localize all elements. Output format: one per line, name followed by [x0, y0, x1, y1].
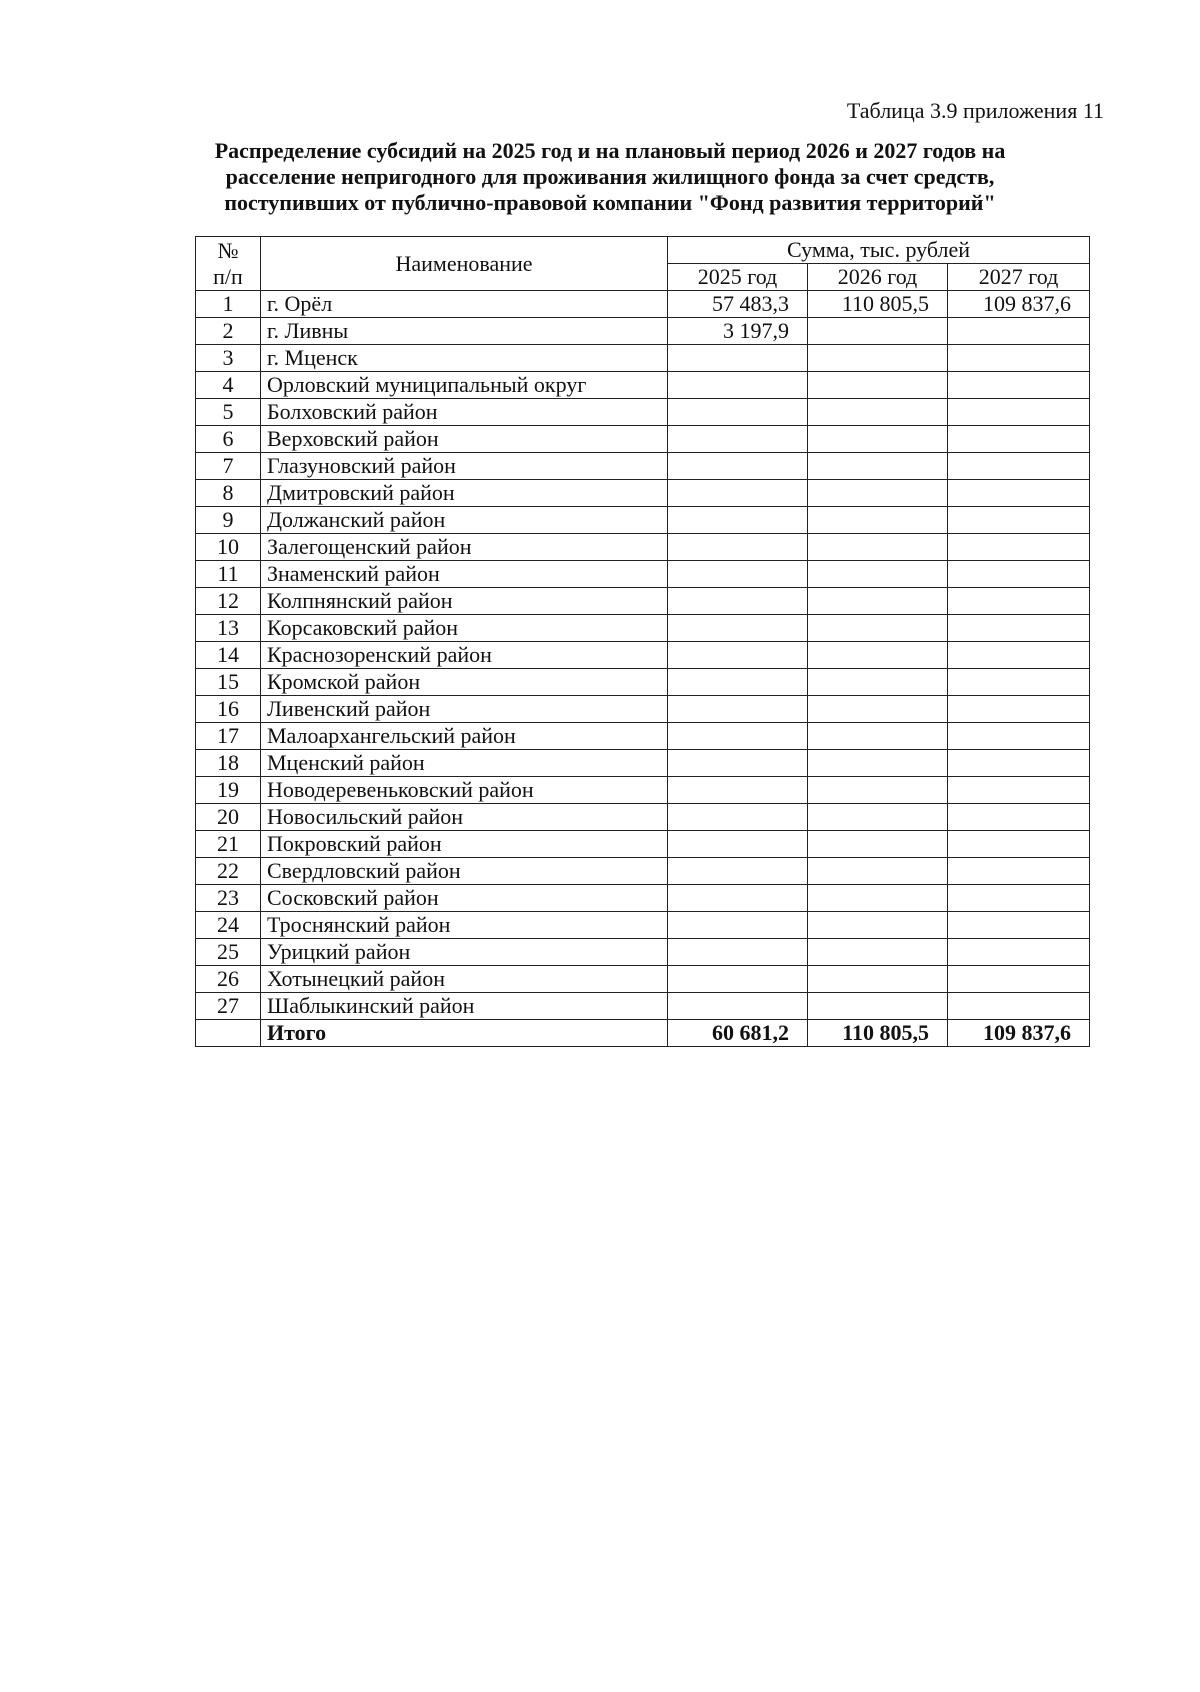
row-value-2026 [808, 399, 948, 426]
row-name: Малоархангельский район [261, 723, 668, 750]
row-value-2027 [948, 993, 1090, 1020]
row-value-2026 [808, 993, 948, 1020]
row-number: 4 [196, 372, 261, 399]
header-year-2025: 2025 год [668, 264, 808, 291]
table-row [196, 966, 1090, 993]
row-name: Дмитровский район [261, 480, 668, 507]
row-name: Должанский район [261, 507, 668, 534]
row-value-2027 [948, 345, 1090, 372]
row-value-2026 [808, 696, 948, 723]
table-row [196, 669, 1090, 696]
table-row [196, 912, 1090, 939]
row-value-2027 [948, 534, 1090, 561]
row-value-2026 [808, 912, 948, 939]
total-number [196, 1020, 261, 1047]
row-number: 20 [196, 804, 261, 831]
row-value-2027 [948, 399, 1090, 426]
row-value-2025 [668, 642, 808, 669]
row-number: 2 [196, 318, 261, 345]
row-name: г. Орёл [261, 291, 668, 318]
row-value-2027 [948, 615, 1090, 642]
row-number: 23 [196, 885, 261, 912]
row-number: 9 [196, 507, 261, 534]
table-row [196, 399, 1090, 426]
row-number: 26 [196, 966, 261, 993]
row-value-2025 [668, 993, 808, 1020]
table-row [196, 426, 1090, 453]
table-row [196, 588, 1090, 615]
row-value-2026 [808, 804, 948, 831]
document-title [150, 138, 1070, 216]
row-value-2026 [808, 615, 948, 642]
row-name: Свердловский район [261, 858, 668, 885]
row-value-2027 [948, 480, 1090, 507]
row-value-2025 [668, 885, 808, 912]
row-name: г. Мценск [261, 345, 668, 372]
table-row [196, 507, 1090, 534]
row-value-2026: 110 805,5 [808, 291, 948, 318]
table-row [196, 696, 1090, 723]
row-value-2026 [808, 939, 948, 966]
row-value-2027 [948, 831, 1090, 858]
row-number: 19 [196, 777, 261, 804]
header-name: Наименование [261, 237, 668, 291]
row-value-2026 [808, 777, 948, 804]
row-number: 12 [196, 588, 261, 615]
row-value-2027 [948, 777, 1090, 804]
row-value-2026 [808, 750, 948, 777]
table-reference: Таблица 3.9 приложения 11 [846, 98, 1104, 123]
table-row [196, 858, 1090, 885]
row-name: Хотынецкий район [261, 966, 668, 993]
row-value-2026 [808, 453, 948, 480]
row-number: 7 [196, 453, 261, 480]
row-value-2027 [948, 966, 1090, 993]
row-value-2026 [808, 534, 948, 561]
row-value-2026 [808, 588, 948, 615]
row-value-2027 [948, 885, 1090, 912]
row-value-2027 [948, 696, 1090, 723]
row-value-2026 [808, 723, 948, 750]
table-row [196, 534, 1090, 561]
row-name: Знаменский район [261, 561, 668, 588]
row-value-2027 [948, 939, 1090, 966]
row-value-2025 [668, 912, 808, 939]
row-name: Шаблыкинский район [261, 993, 668, 1020]
row-name: Краснозоренский район [261, 642, 668, 669]
row-value-2025: 3 197,9 [668, 318, 808, 345]
row-value-2027 [948, 453, 1090, 480]
row-name: г. Ливны [261, 318, 668, 345]
total-label: Итого [261, 1020, 668, 1047]
header-number-line-1: № [217, 237, 239, 263]
row-value-2025 [668, 399, 808, 426]
row-number: 21 [196, 831, 261, 858]
table-row [196, 372, 1090, 399]
row-name: Орловский муниципальный округ [261, 372, 668, 399]
row-value-2027 [948, 723, 1090, 750]
row-value-2027 [948, 912, 1090, 939]
row-name: Сосковский район [261, 885, 668, 912]
row-number: 17 [196, 723, 261, 750]
row-value-2025 [668, 480, 808, 507]
row-number: 18 [196, 750, 261, 777]
row-number: 27 [196, 993, 261, 1020]
row-name: Новодеревеньковский район [261, 777, 668, 804]
row-number: 10 [196, 534, 261, 561]
table-row [196, 291, 1090, 318]
header-number [196, 237, 261, 291]
table-row [196, 804, 1090, 831]
title-line-2: расселение непригодного для проживания жилищного фонда за счет средств, [225, 164, 995, 189]
row-number: 11 [196, 561, 261, 588]
row-value-2025 [668, 372, 808, 399]
row-value-2026 [808, 642, 948, 669]
row-value-2027: 109 837,6 [948, 291, 1090, 318]
row-value-2027 [948, 372, 1090, 399]
row-value-2025 [668, 345, 808, 372]
table-row [196, 453, 1090, 480]
row-name: Урицкий район [261, 939, 668, 966]
total-value-2027: 109 837,6 [948, 1020, 1090, 1047]
row-value-2025 [668, 453, 808, 480]
total-value-2026: 110 805,5 [808, 1020, 948, 1047]
row-value-2025 [668, 696, 808, 723]
row-name: Глазуновский район [261, 453, 668, 480]
row-number: 8 [196, 480, 261, 507]
row-value-2026 [808, 480, 948, 507]
header-year-2027: 2027 год [948, 264, 1090, 291]
subsidy-table [195, 236, 1090, 1047]
row-value-2025 [668, 588, 808, 615]
row-name: Колпнянский район [261, 588, 668, 615]
row-number: 22 [196, 858, 261, 885]
table-row [196, 939, 1090, 966]
row-value-2027 [948, 804, 1090, 831]
row-value-2026 [808, 885, 948, 912]
total-row [196, 1020, 1090, 1047]
row-value-2025 [668, 939, 808, 966]
row-value-2027 [948, 750, 1090, 777]
row-value-2025 [668, 804, 808, 831]
row-number: 3 [196, 345, 261, 372]
row-value-2025 [668, 669, 808, 696]
row-number: 25 [196, 939, 261, 966]
row-value-2025 [668, 966, 808, 993]
row-value-2025 [668, 507, 808, 534]
table-row [196, 750, 1090, 777]
table-row [196, 345, 1090, 372]
row-value-2025 [668, 858, 808, 885]
table-row [196, 642, 1090, 669]
row-value-2026 [808, 318, 948, 345]
table-row [196, 723, 1090, 750]
row-value-2025 [668, 561, 808, 588]
total-value-2025: 60 681,2 [668, 1020, 808, 1047]
table-row [196, 831, 1090, 858]
table-row [196, 561, 1090, 588]
row-name: Ливенский район [261, 696, 668, 723]
row-number: 15 [196, 669, 261, 696]
row-number: 16 [196, 696, 261, 723]
header-year-2026: 2026 год [808, 264, 948, 291]
row-name: Покровский район [261, 831, 668, 858]
row-value-2025 [668, 777, 808, 804]
table-row [196, 480, 1090, 507]
row-name: Троснянский район [261, 912, 668, 939]
row-value-2026 [808, 966, 948, 993]
row-value-2026 [808, 669, 948, 696]
row-value-2027 [948, 669, 1090, 696]
header-row-1 [196, 237, 1090, 264]
row-value-2026 [808, 858, 948, 885]
table-row [196, 777, 1090, 804]
header-sum-group: Сумма, тыс. рублей [668, 237, 1090, 264]
row-value-2025 [668, 534, 808, 561]
row-value-2025 [668, 831, 808, 858]
row-value-2026 [808, 372, 948, 399]
row-value-2026 [808, 345, 948, 372]
row-name: Корсаковский район [261, 615, 668, 642]
row-value-2027 [948, 318, 1090, 345]
row-name: Кромской район [261, 669, 668, 696]
table-row [196, 885, 1090, 912]
row-number: 6 [196, 426, 261, 453]
row-value-2026 [808, 831, 948, 858]
table-row [196, 318, 1090, 345]
row-value-2025: 57 483,3 [668, 291, 808, 318]
row-value-2027 [948, 588, 1090, 615]
row-value-2025 [668, 750, 808, 777]
row-number: 24 [196, 912, 261, 939]
row-number: 5 [196, 399, 261, 426]
header-number-line-2: п/п [213, 263, 243, 289]
row-name: Мценский район [261, 750, 668, 777]
row-value-2027 [948, 426, 1090, 453]
row-number: 14 [196, 642, 261, 669]
row-number: 1 [196, 291, 261, 318]
row-value-2027 [948, 858, 1090, 885]
table-header [196, 237, 1090, 291]
title-line-3: поступивших от публично-правовой компании "Фонд развития территорий" [224, 190, 996, 215]
row-value-2025 [668, 723, 808, 750]
title-line-1: Распределение субсидий на 2025 год и на плановый период 2026 и 2027 годов на [214, 138, 1006, 163]
table-body [196, 291, 1090, 1047]
row-name: Болховский район [261, 399, 668, 426]
row-number: 13 [196, 615, 261, 642]
row-value-2027 [948, 507, 1090, 534]
row-name: Новосильский район [261, 804, 668, 831]
table-row [196, 615, 1090, 642]
row-value-2026 [808, 507, 948, 534]
row-value-2026 [808, 426, 948, 453]
row-value-2025 [668, 615, 808, 642]
row-value-2027 [948, 642, 1090, 669]
row-name: Залегощенский район [261, 534, 668, 561]
row-name: Верховский район [261, 426, 668, 453]
row-value-2027 [948, 561, 1090, 588]
row-value-2026 [808, 561, 948, 588]
row-value-2025 [668, 426, 808, 453]
table-row [196, 993, 1090, 1020]
